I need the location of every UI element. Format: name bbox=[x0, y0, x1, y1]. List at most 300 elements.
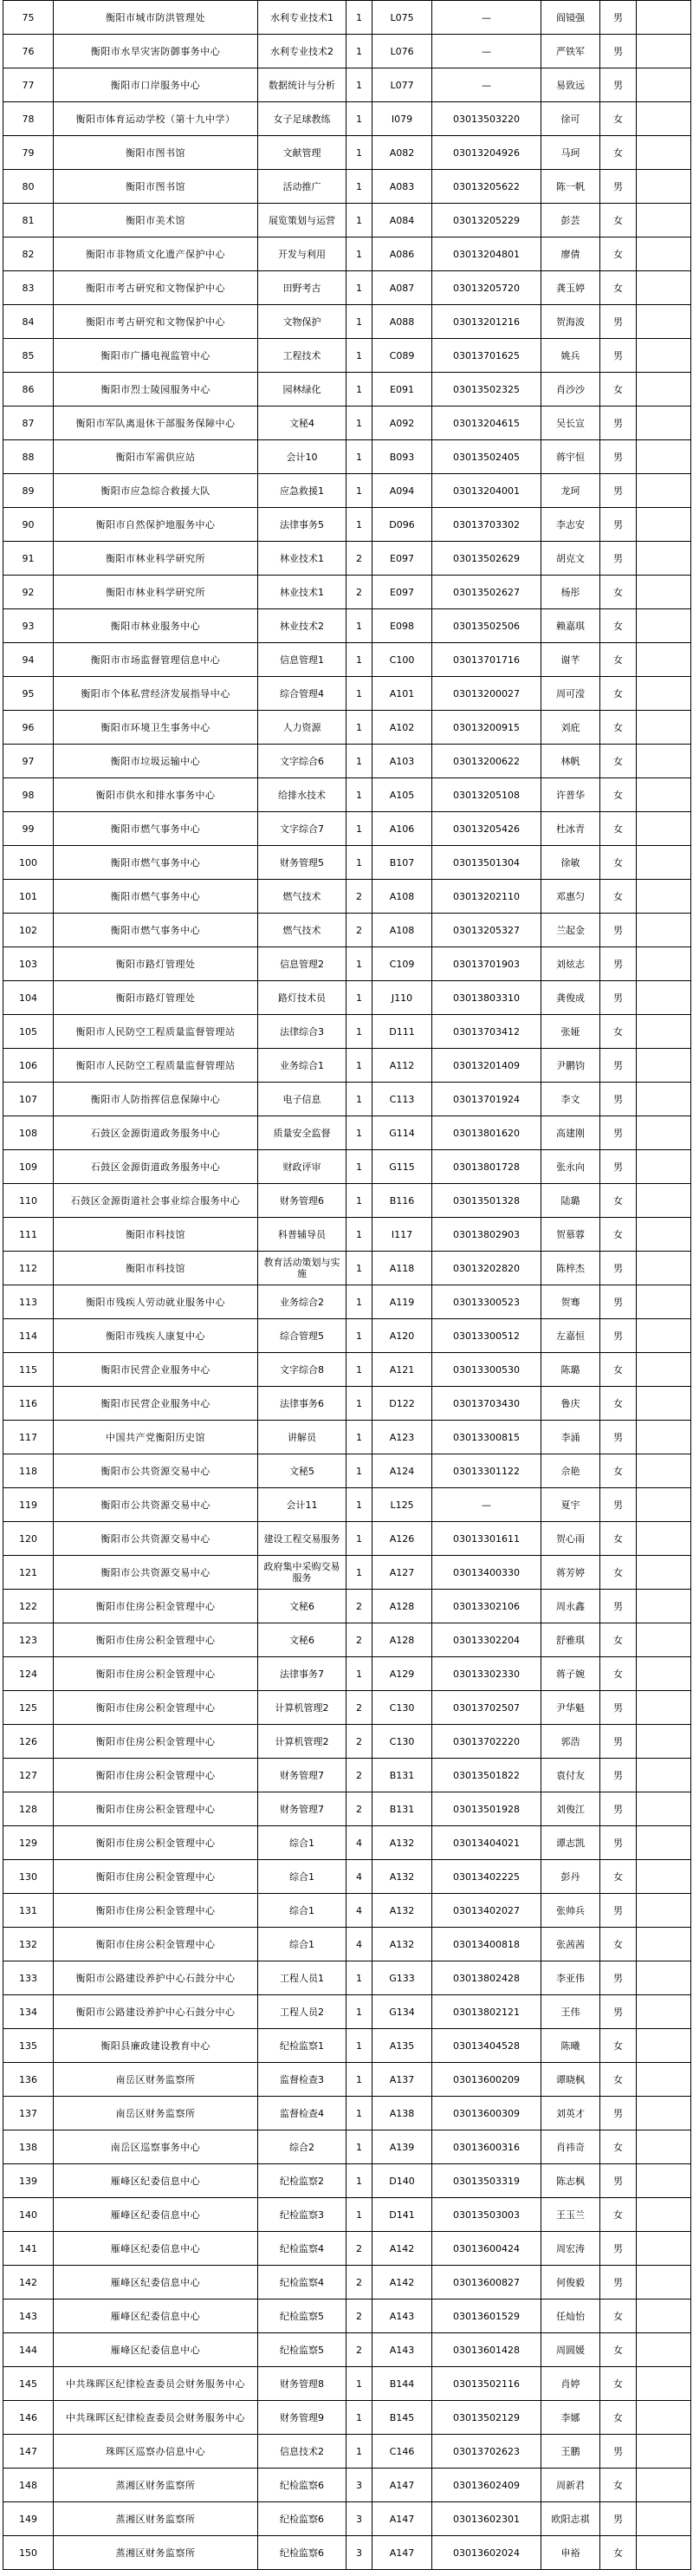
hiring-count-cell: 1 bbox=[346, 373, 372, 407]
position-code-cell: E091 bbox=[372, 373, 432, 407]
employer-name-cell: 衡阳市公路建设养护中心石鼓分中心 bbox=[54, 1961, 258, 1995]
candidate-name-cell: 鲁庆 bbox=[541, 1387, 600, 1421]
exam-ticket-number-cell: 03013502325 bbox=[432, 373, 541, 407]
position-code-cell: I079 bbox=[372, 102, 432, 136]
hiring-count-cell: 1 bbox=[346, 2029, 372, 2063]
gender-cell: 男 bbox=[600, 508, 637, 542]
gender-cell: 女 bbox=[600, 2130, 637, 2164]
employer-name-cell: 衡阳市残疾人康复中心 bbox=[54, 1319, 258, 1353]
position-name-cell: 综合管理4 bbox=[258, 677, 346, 711]
table-row bbox=[3, 1083, 691, 1116]
employer-name-cell: 衡阳市公共资源交易中心 bbox=[54, 1522, 258, 1556]
position-code-cell: A132 bbox=[372, 1860, 432, 1894]
position-name-cell: 文字综合6 bbox=[258, 745, 346, 778]
remarks-cell bbox=[637, 1454, 691, 1488]
table-row bbox=[3, 2029, 691, 2063]
remarks-cell bbox=[637, 1590, 691, 1623]
position-name-cell: 纪检监察2 bbox=[258, 2164, 346, 2198]
position-code-cell: A128 bbox=[372, 1590, 432, 1623]
hiring-count-cell: 1 bbox=[346, 711, 372, 745]
candidate-name-cell: 张茜茜 bbox=[541, 1928, 600, 1961]
employer-name-cell: 衡阳市非物质文化遗产保护中心 bbox=[54, 237, 258, 271]
position-name-cell: 监督检查4 bbox=[258, 2097, 346, 2130]
row-number-cell: 81 bbox=[3, 204, 54, 237]
employer-name-cell: 蒸湘区财务监察所 bbox=[54, 2502, 258, 2536]
exam-ticket-number-cell: 03013600309 bbox=[432, 2097, 541, 2130]
hiring-count-cell: 1 bbox=[346, 2435, 372, 2469]
position-code-cell: D096 bbox=[372, 508, 432, 542]
remarks-cell bbox=[637, 2266, 691, 2300]
exam-ticket-number-cell: 03013205622 bbox=[432, 170, 541, 204]
position-code-cell: A126 bbox=[372, 1522, 432, 1556]
row-number-cell: 96 bbox=[3, 711, 54, 745]
employer-name-cell: 衡阳市市场监督管理信息中心 bbox=[54, 643, 258, 677]
exam-ticket-number-cell: 03013502629 bbox=[432, 542, 541, 576]
position-code-cell: B107 bbox=[372, 846, 432, 880]
position-name-cell: 讲解员 bbox=[258, 1421, 346, 1454]
employer-name-cell: 衡阳市燃气事务中心 bbox=[54, 812, 258, 846]
exam-ticket-number-cell: 03013302204 bbox=[432, 1623, 541, 1657]
gender-cell: 男 bbox=[600, 1961, 637, 1995]
remarks-cell bbox=[637, 643, 691, 677]
hiring-count-cell: 1 bbox=[346, 1522, 372, 1556]
hiring-count-cell: 1 bbox=[346, 271, 372, 305]
exam-ticket-number-cell: 03013801620 bbox=[432, 1116, 541, 1150]
hiring-count-cell: 1 bbox=[346, 2401, 372, 2435]
row-number-cell: 142 bbox=[3, 2266, 54, 2300]
row-number-cell: 97 bbox=[3, 745, 54, 778]
position-name-cell: 开发与利用 bbox=[258, 237, 346, 271]
gender-cell: 女 bbox=[600, 576, 637, 609]
exam-ticket-number-cell: 03013204801 bbox=[432, 237, 541, 271]
exam-ticket-number-cell: 03013801728 bbox=[432, 1150, 541, 1184]
position-name-cell: 财务管理9 bbox=[258, 2401, 346, 2435]
position-name-cell: 纪检监察1 bbox=[258, 2029, 346, 2063]
table-row bbox=[3, 1961, 691, 1995]
gender-cell: 男 bbox=[600, 2097, 637, 2130]
position-name-cell: 财务管理7 bbox=[258, 1792, 346, 1826]
candidate-name-cell: 林帆 bbox=[541, 745, 600, 778]
row-number-cell: 106 bbox=[3, 1049, 54, 1083]
gender-cell: 男 bbox=[600, 2435, 637, 2469]
row-number-cell: 129 bbox=[3, 1826, 54, 1860]
row-number-cell: 145 bbox=[3, 2367, 54, 2401]
candidate-name-cell: 肖祎奇 bbox=[541, 2130, 600, 2164]
gender-cell: 男 bbox=[600, 339, 637, 373]
gender-cell: 男 bbox=[600, 2266, 637, 2300]
exam-ticket-number-cell: 03013200622 bbox=[432, 745, 541, 778]
row-number-cell: 76 bbox=[3, 35, 54, 68]
remarks-cell bbox=[637, 1319, 691, 1353]
exam-ticket-number-cell: 03013200915 bbox=[432, 711, 541, 745]
table-row bbox=[3, 2164, 691, 2198]
gender-cell: 女 bbox=[600, 677, 637, 711]
row-number-cell: 89 bbox=[3, 474, 54, 508]
candidate-name-cell: 周永鑫 bbox=[541, 1590, 600, 1623]
table-row bbox=[3, 68, 691, 102]
exam-ticket-number-cell: 03013202110 bbox=[432, 880, 541, 914]
exam-ticket-number-cell: 03013502506 bbox=[432, 609, 541, 643]
hiring-count-cell: 1 bbox=[346, 2164, 372, 2198]
row-number-cell: 134 bbox=[3, 1995, 54, 2029]
candidate-name-cell: 申裕 bbox=[541, 2536, 600, 2570]
hiring-count-cell: 2 bbox=[346, 576, 372, 609]
employer-name-cell: 衡阳市住房公积金管理中心 bbox=[54, 1590, 258, 1623]
position-name-cell: 信息管理1 bbox=[258, 643, 346, 677]
hiring-count-cell: 1 bbox=[346, 508, 372, 542]
position-code-cell: A147 bbox=[372, 2469, 432, 2502]
row-number-cell: 105 bbox=[3, 1015, 54, 1049]
gender-cell: 男 bbox=[600, 305, 637, 339]
table-row bbox=[3, 407, 691, 440]
table-row bbox=[3, 2502, 691, 2536]
exam-ticket-number-cell: 03013701924 bbox=[432, 1083, 541, 1116]
employer-name-cell: 衡阳市广播电视监管中心 bbox=[54, 339, 258, 373]
position-name-cell: 会计11 bbox=[258, 1488, 346, 1522]
position-code-cell: E097 bbox=[372, 542, 432, 576]
table-row bbox=[3, 1894, 691, 1928]
gender-cell: 女 bbox=[600, 1556, 637, 1590]
table-row bbox=[3, 2401, 691, 2435]
position-name-cell: 纪检监察6 bbox=[258, 2469, 346, 2502]
row-number-cell: 117 bbox=[3, 1421, 54, 1454]
employer-name-cell: 衡阳市燃气事务中心 bbox=[54, 846, 258, 880]
exam-ticket-number-cell: 03013502405 bbox=[432, 440, 541, 474]
hiring-count-cell: 1 bbox=[346, 1116, 372, 1150]
hiring-count-cell: 1 bbox=[346, 136, 372, 170]
table-row bbox=[3, 1387, 691, 1421]
table-row bbox=[3, 2300, 691, 2333]
position-code-cell: A108 bbox=[372, 880, 432, 914]
remarks-cell bbox=[637, 35, 691, 68]
position-name-cell: 计算机管理2 bbox=[258, 1691, 346, 1725]
gender-cell: 男 bbox=[600, 1759, 637, 1792]
table-row bbox=[3, 1759, 691, 1792]
exam-ticket-number-cell: 03013205108 bbox=[432, 778, 541, 812]
remarks-cell bbox=[637, 2502, 691, 2536]
candidate-name-cell: 蒋宇恒 bbox=[541, 440, 600, 474]
position-name-cell: 文字综合7 bbox=[258, 812, 346, 846]
row-number-cell: 109 bbox=[3, 1150, 54, 1184]
remarks-cell bbox=[637, 2029, 691, 2063]
hiring-count-cell: 4 bbox=[346, 1928, 372, 1961]
row-number-cell: 118 bbox=[3, 1454, 54, 1488]
employer-name-cell: 衡阳市住房公积金管理中心 bbox=[54, 1691, 258, 1725]
employer-name-cell: 雁峰区纪委信息中心 bbox=[54, 2198, 258, 2232]
row-number-cell: 150 bbox=[3, 2536, 54, 2570]
remarks-cell bbox=[637, 1387, 691, 1421]
position-code-cell: A092 bbox=[372, 407, 432, 440]
employer-name-cell: 衡阳市军队离退休干部服务保障中心 bbox=[54, 407, 258, 440]
position-name-cell: 人力资源 bbox=[258, 711, 346, 745]
position-code-cell: A086 bbox=[372, 237, 432, 271]
exam-ticket-number-cell: 03013205426 bbox=[432, 812, 541, 846]
exam-ticket-number-cell: 03013300523 bbox=[432, 1285, 541, 1319]
hiring-count-cell: 1 bbox=[346, 68, 372, 102]
gender-cell: 女 bbox=[600, 1623, 637, 1657]
candidate-name-cell: 阎镜强 bbox=[541, 1, 600, 35]
employer-name-cell: 衡阳市人民防空工程质量监督管理站 bbox=[54, 1049, 258, 1083]
remarks-cell bbox=[637, 981, 691, 1015]
table-row bbox=[3, 271, 691, 305]
position-code-cell: C109 bbox=[372, 947, 432, 981]
position-name-cell: 计算机管理2 bbox=[258, 1725, 346, 1759]
candidate-name-cell: 姚兵 bbox=[541, 339, 600, 373]
employer-name-cell: 衡阳市公路建设养护中心石鼓分中心 bbox=[54, 1995, 258, 2029]
position-code-cell: C089 bbox=[372, 339, 432, 373]
table-row bbox=[3, 305, 691, 339]
row-number-cell: 94 bbox=[3, 643, 54, 677]
candidate-name-cell: 贺骞 bbox=[541, 1285, 600, 1319]
exam-ticket-number-cell: 03013601529 bbox=[432, 2300, 541, 2333]
hiring-count-cell: 1 bbox=[346, 1488, 372, 1522]
gender-cell: 男 bbox=[600, 440, 637, 474]
table-row bbox=[3, 339, 691, 373]
exam-ticket-number-cell: 03013400330 bbox=[432, 1556, 541, 1590]
candidate-name-cell: 张娅 bbox=[541, 1015, 600, 1049]
gender-cell: 女 bbox=[600, 373, 637, 407]
employer-name-cell: 雁峰区纪委信息中心 bbox=[54, 2333, 258, 2367]
employer-name-cell: 石鼓区金源街道社会事业综合服务中心 bbox=[54, 1184, 258, 1218]
exam-ticket-number-cell: 03013701716 bbox=[432, 643, 541, 677]
position-code-cell: B131 bbox=[372, 1792, 432, 1826]
position-name-cell: 水利专业技术2 bbox=[258, 35, 346, 68]
employer-name-cell: 衡阳市住房公积金管理中心 bbox=[54, 1623, 258, 1657]
table-row bbox=[3, 1049, 691, 1083]
employer-name-cell: 衡阳市图书馆 bbox=[54, 136, 258, 170]
position-code-cell: D111 bbox=[372, 1015, 432, 1049]
exam-ticket-number-cell: 03013502129 bbox=[432, 2401, 541, 2435]
hiring-count-cell: 1 bbox=[346, 1961, 372, 1995]
employer-name-cell: 石鼓区金源街道政务服务中心 bbox=[54, 1116, 258, 1150]
gender-cell: 女 bbox=[600, 2469, 637, 2502]
candidate-name-cell: 舒雅琪 bbox=[541, 1623, 600, 1657]
gender-cell: 女 bbox=[600, 1657, 637, 1691]
remarks-cell bbox=[637, 1522, 691, 1556]
hiring-count-cell: 1 bbox=[346, 778, 372, 812]
exam-ticket-number-cell: — bbox=[432, 68, 541, 102]
remarks-cell bbox=[637, 1826, 691, 1860]
hiring-count-cell: 2 bbox=[346, 2300, 372, 2333]
gender-cell: 男 bbox=[600, 1792, 637, 1826]
row-number-cell: 137 bbox=[3, 2097, 54, 2130]
position-code-cell: I117 bbox=[372, 1218, 432, 1252]
employer-name-cell: 衡阳市自然保护地服务中心 bbox=[54, 508, 258, 542]
hiring-count-cell: 4 bbox=[346, 1860, 372, 1894]
exam-ticket-number-cell: 03013501928 bbox=[432, 1792, 541, 1826]
position-code-cell: A088 bbox=[372, 305, 432, 339]
employer-name-cell: 衡阳市口岸服务中心 bbox=[54, 68, 258, 102]
position-code-cell: G134 bbox=[372, 1995, 432, 2029]
employer-name-cell: 衡阳市林业服务中心 bbox=[54, 609, 258, 643]
position-code-cell: G133 bbox=[372, 1961, 432, 1995]
employer-name-cell: 蒸湘区财务监察所 bbox=[54, 2469, 258, 2502]
remarks-cell bbox=[637, 1894, 691, 1928]
gender-cell: 女 bbox=[600, 711, 637, 745]
remarks-cell bbox=[637, 1285, 691, 1319]
row-number-cell: 125 bbox=[3, 1691, 54, 1725]
table-row bbox=[3, 846, 691, 880]
hiring-count-cell: 4 bbox=[346, 1894, 372, 1928]
candidate-name-cell: 谭志凯 bbox=[541, 1826, 600, 1860]
position-code-cell: B116 bbox=[372, 1184, 432, 1218]
exam-ticket-number-cell: 03013702507 bbox=[432, 1691, 541, 1725]
remarks-cell bbox=[637, 1961, 691, 1995]
hiring-count-cell: 2 bbox=[346, 2232, 372, 2266]
gender-cell: 男 bbox=[600, 35, 637, 68]
employer-name-cell: 衡阳市军需供应站 bbox=[54, 440, 258, 474]
remarks-cell bbox=[637, 2164, 691, 2198]
position-code-cell: A132 bbox=[372, 1894, 432, 1928]
row-number-cell: 130 bbox=[3, 1860, 54, 1894]
candidate-name-cell: 龚俊成 bbox=[541, 981, 600, 1015]
remarks-cell bbox=[637, 2401, 691, 2435]
remarks-cell bbox=[637, 2097, 691, 2130]
employer-name-cell: 衡阳市个体私营经济发展指导中心 bbox=[54, 677, 258, 711]
gender-cell: 男 bbox=[600, 981, 637, 1015]
position-code-cell: A082 bbox=[372, 136, 432, 170]
candidate-name-cell: 左嘉恒 bbox=[541, 1319, 600, 1353]
table-row bbox=[3, 1285, 691, 1319]
gender-cell: 女 bbox=[600, 2401, 637, 2435]
table-row bbox=[3, 2266, 691, 2300]
row-number-cell: 122 bbox=[3, 1590, 54, 1623]
candidate-name-cell: 贺慕蓉 bbox=[541, 1218, 600, 1252]
gender-cell: 女 bbox=[600, 2063, 637, 2097]
hiring-count-cell: 1 bbox=[346, 1015, 372, 1049]
exam-ticket-number-cell: 03013300815 bbox=[432, 1421, 541, 1454]
table-row bbox=[3, 1488, 691, 1522]
position-name-cell: 信息技术2 bbox=[258, 2435, 346, 2469]
candidate-name-cell: 王鹏 bbox=[541, 2435, 600, 2469]
candidate-name-cell: 郭浩 bbox=[541, 1725, 600, 1759]
candidate-name-cell: 肖婷 bbox=[541, 2367, 600, 2401]
exam-ticket-number-cell: 03013404021 bbox=[432, 1826, 541, 1860]
gender-cell: 男 bbox=[600, 1421, 637, 1454]
exam-ticket-number-cell: 03013701625 bbox=[432, 339, 541, 373]
candidate-name-cell: 王伟 bbox=[541, 1995, 600, 2029]
employer-name-cell: 衡阳市路灯管理处 bbox=[54, 981, 258, 1015]
employer-name-cell: 衡阳市城市防洪管理处 bbox=[54, 1, 258, 35]
position-name-cell: 工程人员2 bbox=[258, 1995, 346, 2029]
remarks-cell bbox=[637, 204, 691, 237]
candidate-name-cell: 周可滢 bbox=[541, 677, 600, 711]
table-row bbox=[3, 2435, 691, 2469]
hiring-count-cell: 2 bbox=[346, 1792, 372, 1826]
position-name-cell: 林业技术1 bbox=[258, 542, 346, 576]
position-code-cell: A137 bbox=[372, 2063, 432, 2097]
row-number-cell: 148 bbox=[3, 2469, 54, 2502]
gender-cell: 男 bbox=[600, 1488, 637, 1522]
table-row bbox=[3, 1015, 691, 1049]
row-number-cell: 146 bbox=[3, 2401, 54, 2435]
position-name-cell: 综合1 bbox=[258, 1826, 346, 1860]
candidate-name-cell: 尹鹏钧 bbox=[541, 1049, 600, 1083]
position-name-cell: 路灯技术员 bbox=[258, 981, 346, 1015]
candidate-name-cell: 赖嘉琪 bbox=[541, 609, 600, 643]
position-name-cell: 文秘4 bbox=[258, 407, 346, 440]
position-code-cell: A142 bbox=[372, 2266, 432, 2300]
table-row bbox=[3, 508, 691, 542]
gender-cell: 女 bbox=[600, 880, 637, 914]
remarks-cell bbox=[637, 1116, 691, 1150]
exam-ticket-number-cell: 03013600424 bbox=[432, 2232, 541, 2266]
gender-cell: 女 bbox=[600, 2300, 637, 2333]
position-name-cell: 综合1 bbox=[258, 1928, 346, 1961]
position-code-cell: A084 bbox=[372, 204, 432, 237]
candidate-name-cell: 徐可 bbox=[541, 102, 600, 136]
employer-name-cell: 衡阳市燃气事务中心 bbox=[54, 914, 258, 947]
employer-name-cell: 衡阳市公共资源交易中心 bbox=[54, 1556, 258, 1590]
table-row bbox=[3, 1691, 691, 1725]
gender-cell: 男 bbox=[600, 1285, 637, 1319]
remarks-cell bbox=[637, 170, 691, 204]
remarks-cell bbox=[637, 1252, 691, 1285]
remarks-cell bbox=[637, 2300, 691, 2333]
employer-name-cell: 中国共产党衡阳历史馆 bbox=[54, 1421, 258, 1454]
employer-name-cell: 衡阳市民营企业服务中心 bbox=[54, 1353, 258, 1387]
gender-cell: 女 bbox=[600, 812, 637, 846]
row-number-cell: 120 bbox=[3, 1522, 54, 1556]
position-name-cell: 综合管理5 bbox=[258, 1319, 346, 1353]
candidate-name-cell: 廖倩 bbox=[541, 237, 600, 271]
gender-cell: 男 bbox=[600, 2164, 637, 2198]
position-code-cell: A121 bbox=[372, 1353, 432, 1387]
table-row bbox=[3, 1184, 691, 1218]
exam-ticket-number-cell: 03013205327 bbox=[432, 914, 541, 947]
hiring-count-cell: 1 bbox=[346, 237, 372, 271]
table-row bbox=[3, 1590, 691, 1623]
gender-cell: 女 bbox=[600, 1454, 637, 1488]
gender-cell: 男 bbox=[600, 2232, 637, 2266]
hiring-count-cell: 1 bbox=[346, 35, 372, 68]
table-row bbox=[3, 914, 691, 947]
hiring-count-cell: 3 bbox=[346, 2502, 372, 2536]
gender-cell: 男 bbox=[600, 170, 637, 204]
remarks-cell bbox=[637, 339, 691, 373]
position-code-cell: A103 bbox=[372, 745, 432, 778]
hiring-count-cell: 1 bbox=[346, 2063, 372, 2097]
position-name-cell: 活动推广 bbox=[258, 170, 346, 204]
position-code-cell: B131 bbox=[372, 1759, 432, 1792]
table-row bbox=[3, 2198, 691, 2232]
employer-name-cell: 衡阳市住房公积金管理中心 bbox=[54, 1826, 258, 1860]
gender-cell: 女 bbox=[600, 1928, 637, 1961]
gender-cell: 男 bbox=[600, 1, 637, 35]
candidate-name-cell: 吴长宣 bbox=[541, 407, 600, 440]
employer-name-cell: 衡阳市美术馆 bbox=[54, 204, 258, 237]
roster-body bbox=[3, 1, 691, 2570]
row-number-cell: 100 bbox=[3, 846, 54, 880]
row-number-cell: 141 bbox=[3, 2232, 54, 2266]
exam-ticket-number-cell: 03013501304 bbox=[432, 846, 541, 880]
table-row bbox=[3, 1556, 691, 1590]
position-code-cell: C130 bbox=[372, 1725, 432, 1759]
candidate-name-cell: 陈梓杰 bbox=[541, 1252, 600, 1285]
position-code-cell: L076 bbox=[372, 35, 432, 68]
employer-name-cell: 衡阳市公共资源交易中心 bbox=[54, 1454, 258, 1488]
position-name-cell: 应急救援1 bbox=[258, 474, 346, 508]
position-name-cell: 政府集中采购交易服务 bbox=[258, 1556, 346, 1590]
remarks-cell bbox=[637, 2536, 691, 2570]
row-number-cell: 108 bbox=[3, 1116, 54, 1150]
table-row bbox=[3, 1, 691, 35]
table-row bbox=[3, 1454, 691, 1488]
table-row bbox=[3, 440, 691, 474]
table-row bbox=[3, 1218, 691, 1252]
hiring-count-cell: 1 bbox=[346, 981, 372, 1015]
hiring-count-cell: 1 bbox=[346, 1150, 372, 1184]
